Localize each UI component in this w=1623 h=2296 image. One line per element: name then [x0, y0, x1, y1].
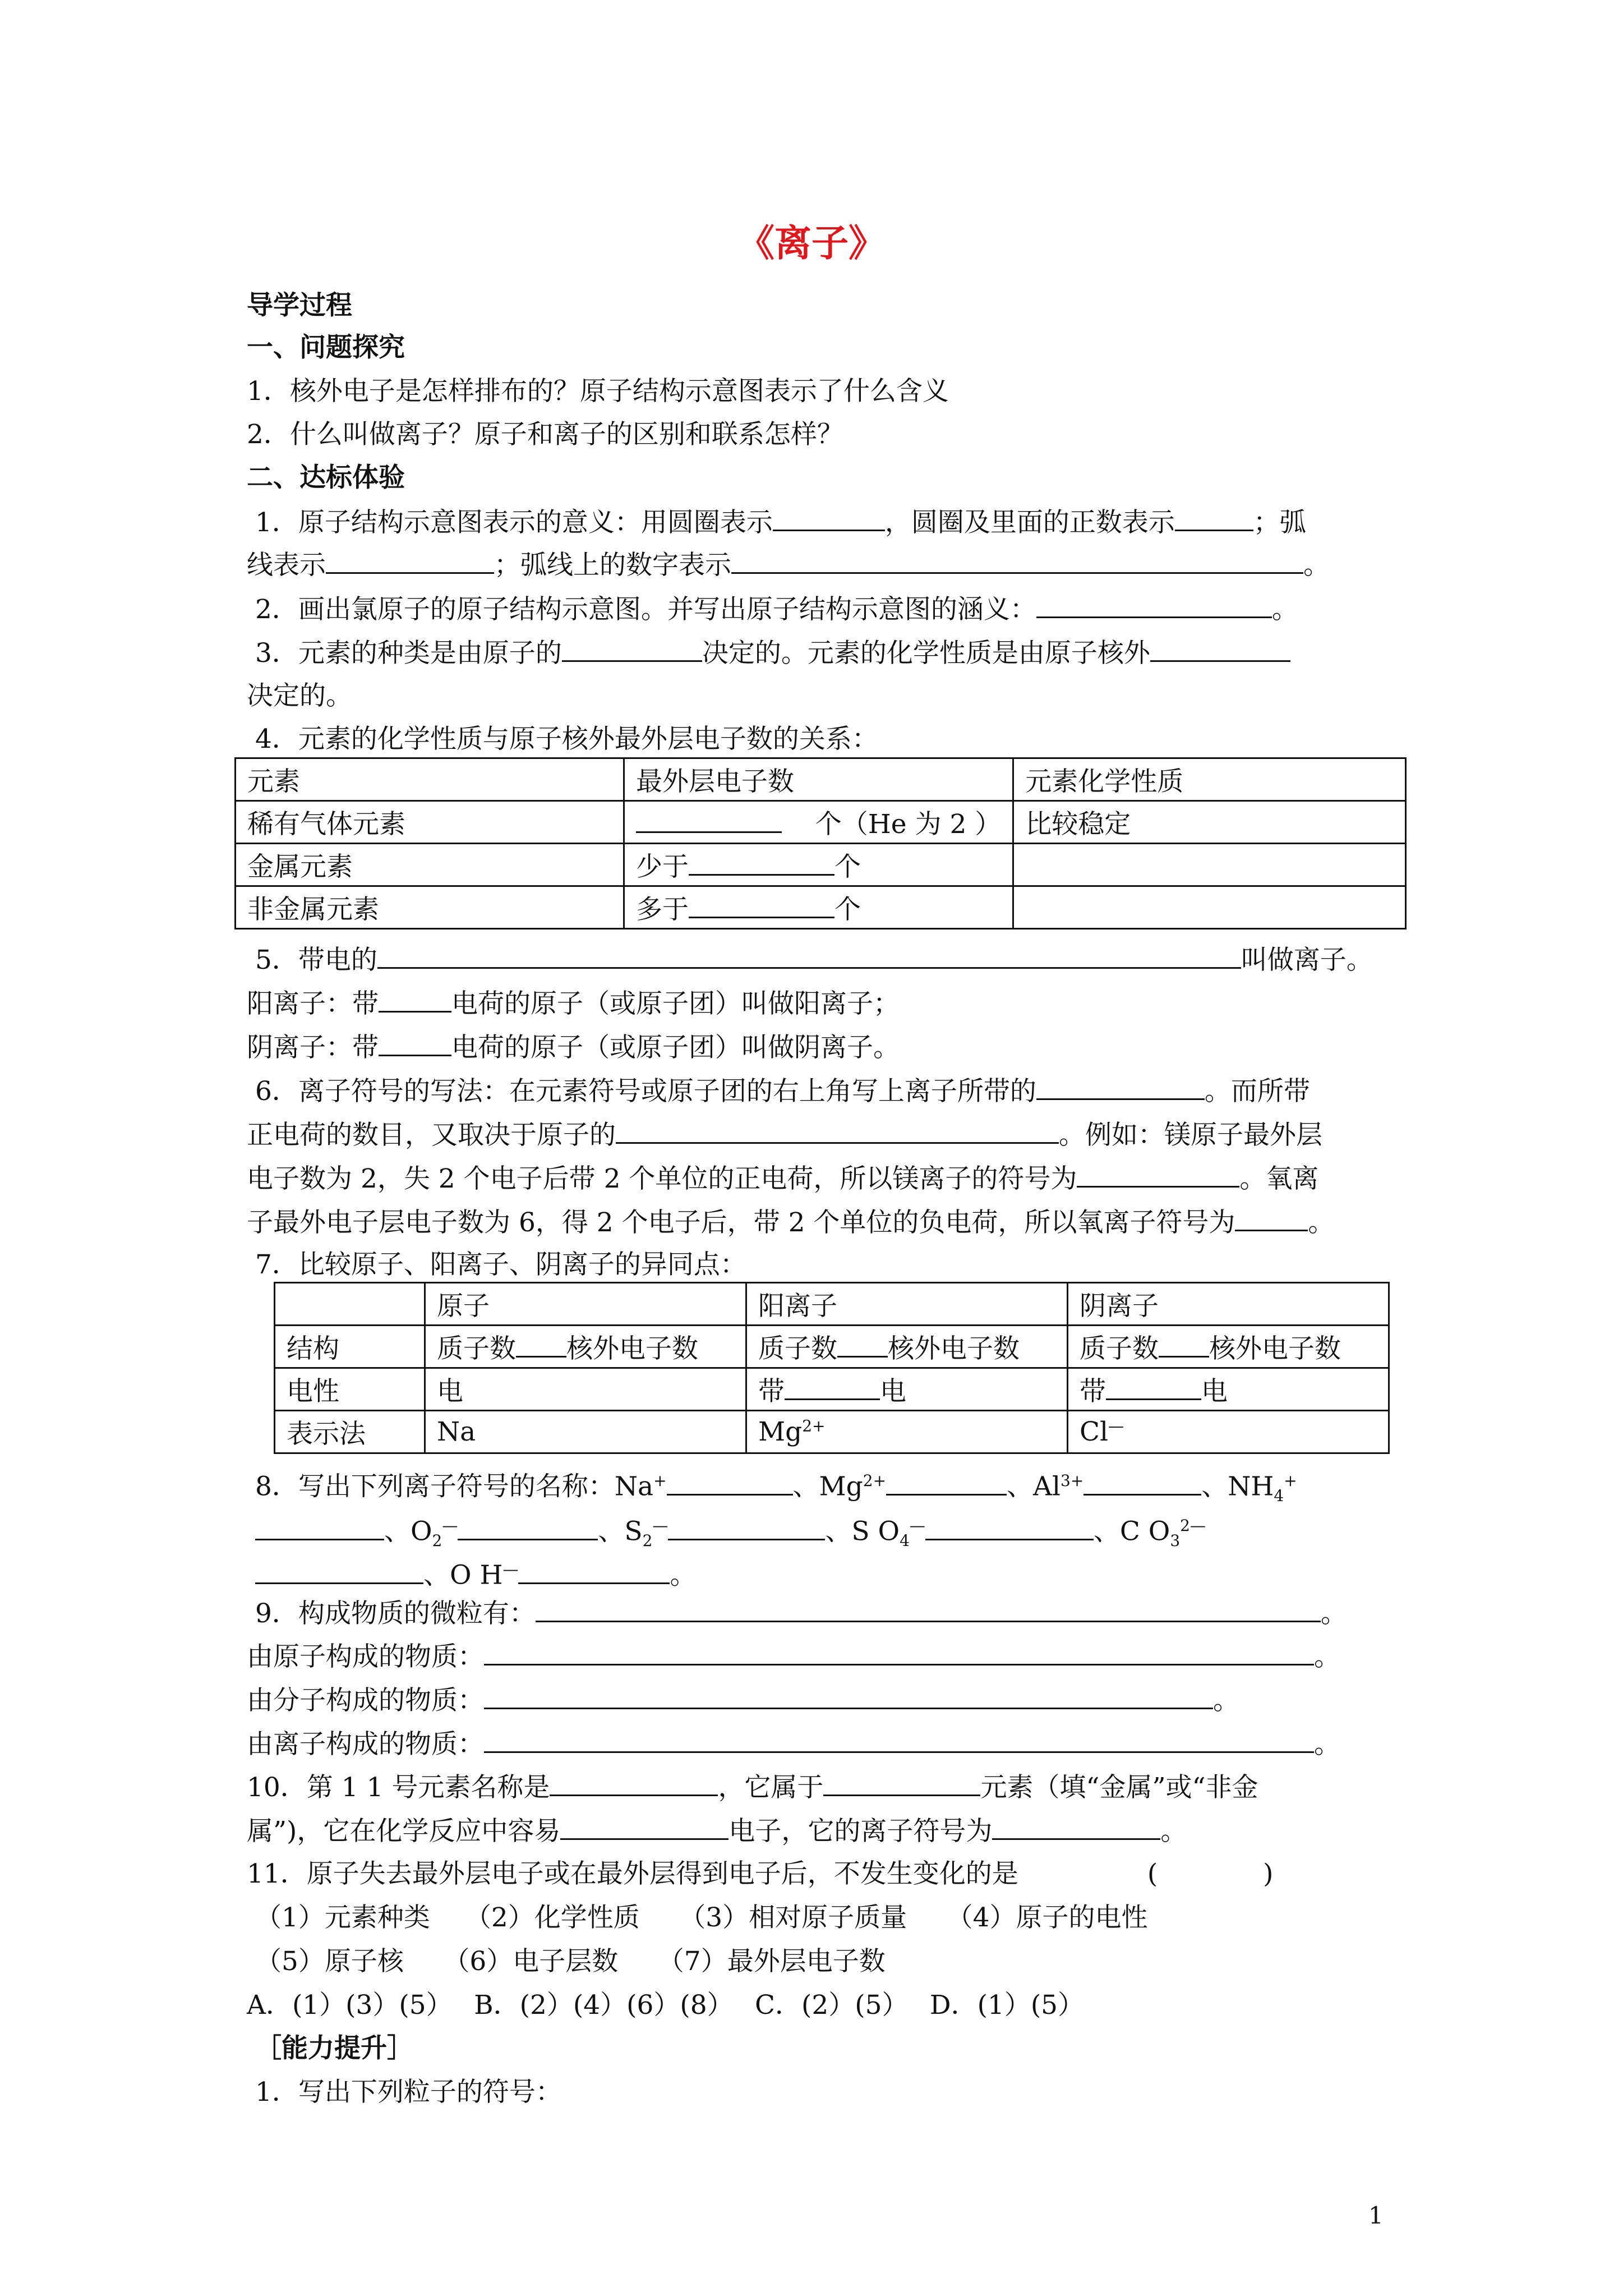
blank[interactable]	[1150, 636, 1290, 662]
blank[interactable]	[458, 1514, 598, 1540]
item-10-line-2: 属”)，它在化学反应中容易 电子，它的离子符号为 。	[247, 1814, 1187, 1848]
blank[interactable]	[616, 1117, 1059, 1144]
table-row	[275, 1283, 1389, 1326]
blank[interactable]	[379, 1030, 451, 1056]
table-cell: 非金属元素	[236, 886, 624, 929]
table-cell: 质子数 核外电子数	[425, 1326, 746, 1368]
table-cell: 带 电	[1068, 1368, 1389, 1411]
item-11-choices[interactable]: A．(1）(3）(5） B．(2）(4）(6）(8） C．(2）(5） D．(1）(5）	[247, 1990, 1085, 2021]
table-cell: 带 电	[746, 1368, 1068, 1411]
table-row	[236, 844, 1406, 886]
page-title: 《离子》	[737, 222, 886, 265]
item-5: 5．带电的 叫做离子。	[255, 942, 1373, 977]
item-9-line-2: 由原子构成的物质： 。	[247, 1639, 1340, 1674]
item-2: 2．画出氯原子的原子结构示意图。并写出原子结构示意图的涵义： 。	[255, 592, 1298, 627]
blank[interactable]	[992, 1814, 1160, 1840]
item-6-line-3: 电子数为 2，失 2 个电子后带 2 个单位的正电荷，所以镁离子的符号为 。氧离	[247, 1161, 1318, 1196]
table-cell: 表示法	[275, 1411, 425, 1453]
item-6-line-4: 子最外电子层电子数为 6，得 2 个电子后，带 2 个单位的负电荷，所以氧离子符号为 。	[247, 1205, 1334, 1240]
blank[interactable]	[560, 1814, 728, 1840]
table-cell: 个（He 为 2 ）	[624, 801, 1013, 844]
item-9-line-3: 由分子构成的物质： 。	[247, 1683, 1239, 1718]
item-10-line-1: 10．第 1 1 号元素名称是 ，它属于 元素（填“金属”或“非金	[247, 1770, 1258, 1805]
blank[interactable]	[550, 1770, 718, 1796]
table-cell: 金属元素	[236, 844, 624, 886]
blank[interactable]	[1036, 1074, 1205, 1100]
blank[interactable]	[255, 1514, 384, 1540]
item-8-line-2: 、$O_2^—$ 、$S_2^—$ 、S $O_4^—$ 、C $O_3^{2—}$	[255, 1509, 1206, 1558]
table-header: 最外层电子数	[624, 758, 1013, 801]
item-6-line-1: 6．离子符号的写法：在元素符号或原子团的右上角写上离子所带的 。而所带	[255, 1074, 1310, 1108]
table-header: 阳离子	[746, 1283, 1068, 1326]
table-header: 阴离子	[1068, 1283, 1389, 1326]
blank[interactable]	[484, 1639, 1314, 1665]
blank[interactable]	[837, 1333, 888, 1358]
table-cell: 比较稳定	[1013, 801, 1406, 844]
blank[interactable]	[1175, 505, 1253, 531]
blank[interactable]	[689, 894, 834, 918]
element-property-table	[234, 757, 1407, 930]
table-header	[275, 1283, 425, 1326]
item-3-line-2: 决定的。	[247, 680, 352, 711]
table-cell: 稀有气体元素	[236, 801, 624, 844]
item-8-line-1: 8．写出下列离子符号的名称：Na+ 、$Mg^{2+}$ 、$Al^{3+}$ 、$NH_4^+$	[255, 1464, 1297, 1513]
table-cell: 结构	[275, 1326, 425, 1368]
item-5-cation: 阳离子：带 电荷的原子（或原子团）叫做阳离子；	[247, 986, 900, 1021]
item-1-line-1: 1．原子结构示意图表示的意义：用圆圈表示 ，圆圈及里面的正数表示 ；弧	[255, 505, 1306, 540]
blank[interactable]	[785, 1376, 880, 1400]
item-11-options-1: （1）元素种类 （2）化学性质 （3）相对原子质量 （4）原子的电性	[255, 1902, 1148, 1933]
table-row	[275, 1411, 1389, 1453]
blank[interactable]	[1083, 1469, 1201, 1496]
table-cell: 少于 个	[624, 844, 1013, 886]
blank[interactable]	[1077, 1161, 1239, 1188]
section3-heading: ［能力提升］	[255, 2033, 413, 2064]
table-row	[275, 1368, 1389, 1411]
table-cell: 电	[425, 1368, 746, 1411]
item-3-line-1: 3．元素的种类是由原子的 决定的。元素的化学性质是由原子核外	[255, 636, 1290, 670]
blank[interactable]	[1235, 1205, 1308, 1231]
blank[interactable]	[689, 852, 834, 876]
section3-question-1: 1．写出下列粒子的符号：	[255, 2077, 562, 2108]
item-8-line-3: 、O H— 。	[255, 1553, 696, 1593]
item-7: 7．比较原子、阳离子、阴离子的异同点：	[255, 1249, 746, 1280]
table-row	[236, 758, 1406, 801]
item-6-line-2: 正电荷的数目，又取决于原子的 。例如：镁原子最外层	[247, 1117, 1322, 1152]
table-row	[236, 801, 1406, 844]
item-11-stem: 11．原子失去最外层电子或在最外层得到电子后，不发生变化的是 ( )	[247, 1858, 1274, 1889]
table-cell	[1013, 844, 1406, 886]
page-number: 1	[1368, 2202, 1384, 2229]
table-cell: Cl—	[1068, 1411, 1389, 1453]
item-4: 4．元素的化学性质与原子核外最外层电子数的关系：	[255, 724, 878, 754]
question-1: 1．核外电子是怎样排布的？原子结构示意图表示了什么含义	[247, 376, 949, 407]
table-cell	[1013, 886, 1406, 929]
blank[interactable]	[636, 809, 782, 833]
blank[interactable]	[886, 1469, 1007, 1496]
table-row	[236, 886, 1406, 929]
item-9-line-4: 由离子构成的物质： 。	[247, 1727, 1340, 1761]
blank[interactable]	[562, 636, 702, 662]
blank[interactable]	[536, 1596, 1321, 1622]
item-5-anion: 阴离子：带 电荷的原子（或原子团）叫做阴离子。	[247, 1030, 900, 1065]
blank[interactable]	[731, 547, 1303, 574]
blank[interactable]	[668, 1514, 825, 1540]
blank[interactable]	[377, 942, 1241, 969]
item-11-options-2: （5）原子核 （6）电子层数 （7）最外层电子数	[255, 1946, 886, 1977]
blank[interactable]	[255, 1558, 423, 1584]
blank[interactable]	[484, 1727, 1314, 1753]
blank[interactable]	[484, 1683, 1213, 1709]
section-guide-heading: 导学过程	[247, 290, 352, 321]
table-header: 元素	[236, 758, 624, 801]
table-cell: 质子数 核外电子数	[1068, 1326, 1389, 1368]
blank[interactable]	[516, 1333, 566, 1358]
blank[interactable]	[823, 1770, 980, 1796]
table-cell: 质子数 核外电子数	[746, 1326, 1068, 1368]
blank[interactable]	[518, 1558, 670, 1584]
blank[interactable]	[1106, 1376, 1201, 1400]
table-cell: 电性	[275, 1368, 425, 1411]
item-1-line-2: 线表示 ；弧线上的数字表示 。	[247, 547, 1330, 582]
table-cell: 多于 个	[624, 886, 1013, 929]
item-9-line-1: 9．构成物质的微粒有： 。	[255, 1596, 1347, 1631]
table-cell: $Mg^{2+}$	[746, 1411, 1068, 1453]
blank[interactable]	[1036, 592, 1272, 618]
blank[interactable]	[773, 505, 885, 531]
table-header: 原子	[425, 1283, 746, 1326]
blank[interactable]	[925, 1514, 1094, 1540]
blank[interactable]	[667, 1469, 793, 1496]
table-row	[275, 1326, 1389, 1368]
blank[interactable]	[1159, 1333, 1209, 1358]
section1-heading: 一、问题探究	[247, 332, 405, 363]
table-cell: Na	[425, 1411, 746, 1453]
table-header: 元素化学性质	[1013, 758, 1406, 801]
answer-bracket[interactable]: ( )	[1147, 1858, 1274, 1889]
blank[interactable]	[326, 547, 494, 574]
question-2: 2．什么叫做离子？原子和离子的区别和联系怎样？	[247, 419, 843, 450]
comparison-table	[274, 1282, 1390, 1454]
section2-heading: 二、达标体验	[247, 462, 405, 493]
blank[interactable]	[379, 986, 451, 1013]
